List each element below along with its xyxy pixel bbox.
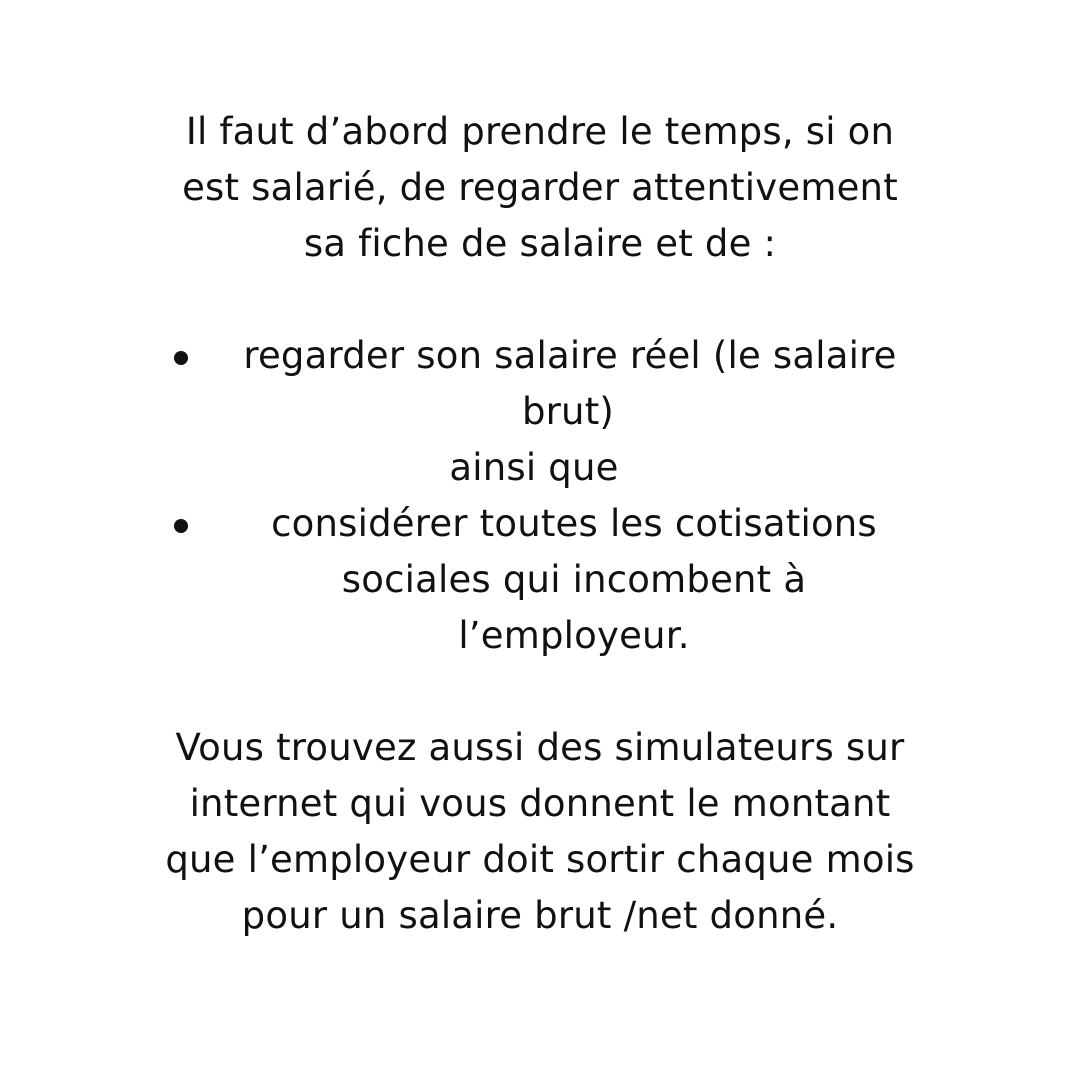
connector-text: ainsi que <box>449 446 619 489</box>
outro-line-4: pour un salaire brut /net donné. <box>241 894 839 937</box>
bullet-2-line-2: sociales qui incombent à <box>341 558 807 601</box>
outro-line-3: que l’employeur doit sortir chaque mois <box>165 838 915 881</box>
intro-line-3: sa fiche de salaire et de : <box>303 222 777 265</box>
bullet-1-line-2: brut) <box>521 390 615 433</box>
intro-line-1: Il faut d’abord prendre le temps, si on <box>185 110 895 153</box>
intro-line-2: est salarié, de regarder attentivement <box>182 166 898 209</box>
bullet-2-line-1: considérer toutes les cotisations <box>271 502 877 545</box>
bullet-2-line-3: l’employeur. <box>458 614 690 657</box>
bullet-1-line-1: regarder son salaire réel (le salaire <box>243 334 897 377</box>
outro-line-1: Vous trouvez aussi des simulateurs sur <box>175 726 905 769</box>
outro-line-2: internet qui vous donnent le montant <box>189 782 891 825</box>
